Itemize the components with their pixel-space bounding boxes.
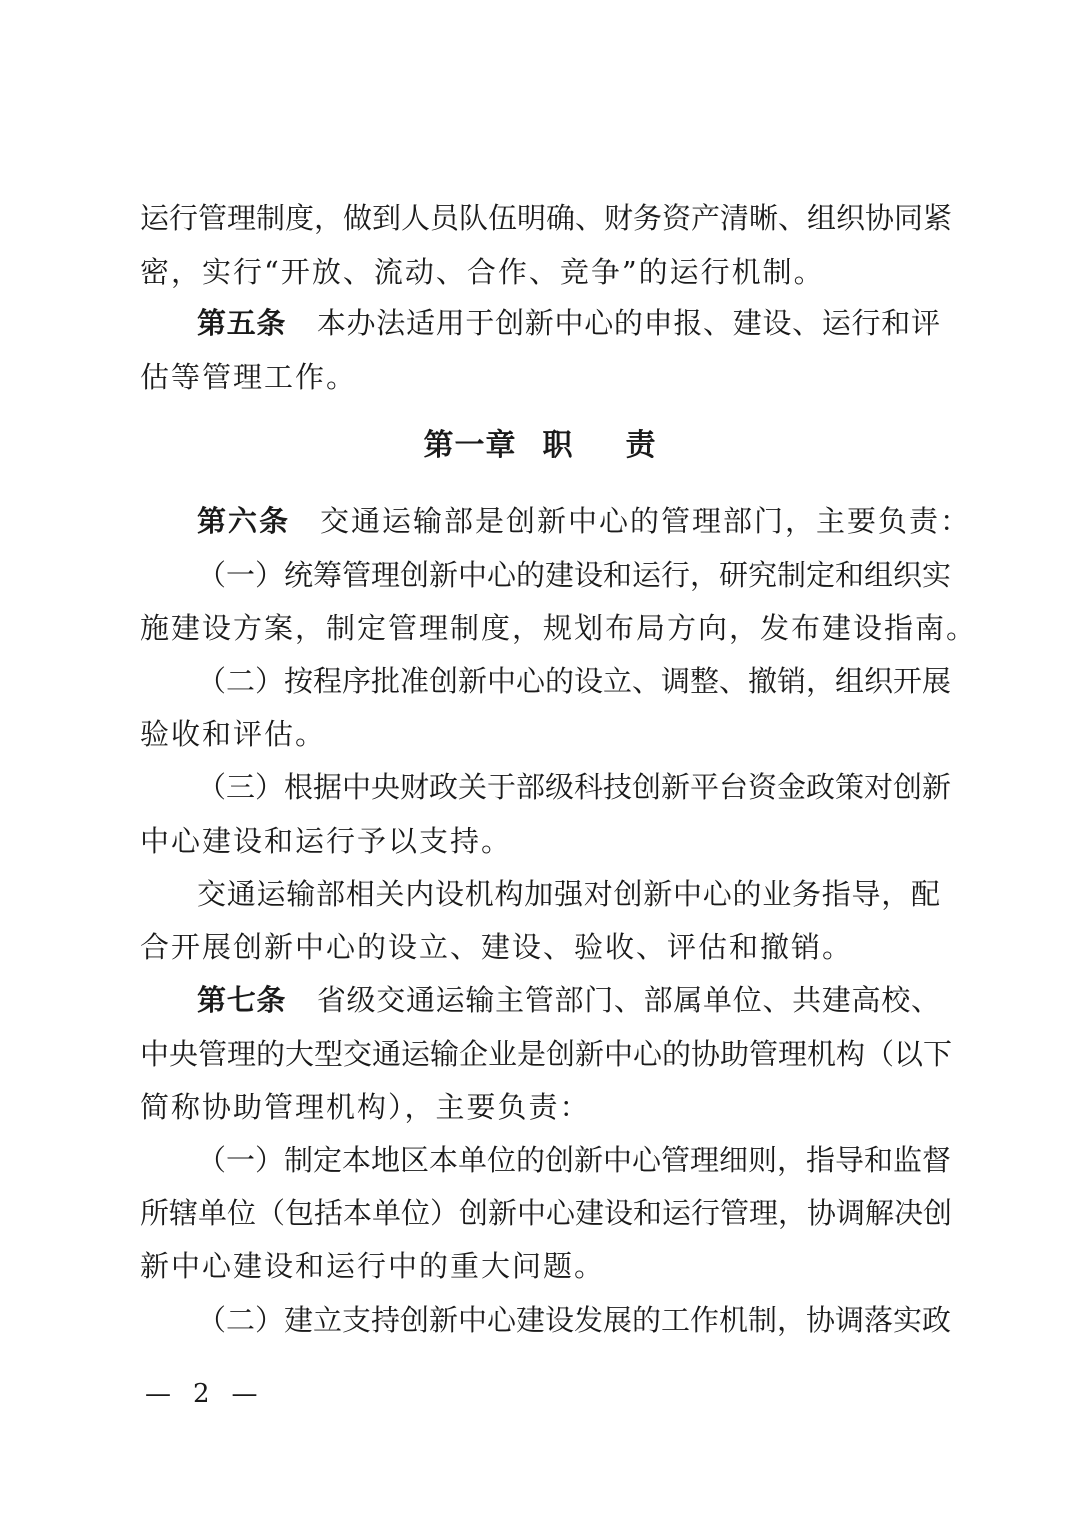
text-line: 合开展创新中心的设立、建设、验收、评估和撤销。 xyxy=(140,930,854,964)
text-line: 验收和评估。 xyxy=(140,717,327,751)
text-line: 施建设方案，制定管理制度，规划布局方向，发布建设指南。 xyxy=(140,611,978,645)
chapter-title-part1: 职 xyxy=(542,428,574,463)
page-number-footer xyxy=(145,1376,258,1412)
text-line: 中心建设和运行予以支持。 xyxy=(140,824,513,858)
footer-dash-right: — xyxy=(231,1379,258,1409)
text-line: （二）按程序批准创新中心的设立、调整、撤销，组织开展 xyxy=(197,664,952,698)
chapter-number: 第一章 xyxy=(423,428,517,463)
text-line: 所辖单位（包括本单位）创新中心建设和运行管理，协调解决创 xyxy=(140,1196,953,1230)
text-line: （三）根据中央财政关于部级科技创新平台资金政策对创新 xyxy=(197,770,952,804)
article-6-label: 第六条 xyxy=(197,504,291,538)
article-7-line xyxy=(197,980,940,1020)
article-5-line xyxy=(197,303,940,343)
article-7-label: 第七条 xyxy=(197,983,287,1017)
text-line: 简称协助管理机构），主要负责： xyxy=(140,1090,591,1124)
article-6-line xyxy=(197,501,972,541)
chapter-heading xyxy=(0,426,1080,466)
text-line: 估等管理工作。 xyxy=(140,360,358,394)
text-line: 运行管理制度，做到人员队伍明确、财务资产清晰、组织协同紧 xyxy=(140,201,953,235)
article-5-label: 第五条 xyxy=(197,306,287,340)
article-6-text: 交通运输部是创新中心的管理部门，主要负责： xyxy=(320,504,972,538)
text-line: 新中心建设和运行中的重大问题。 xyxy=(140,1249,606,1283)
text-line: （一）统筹管理创新中心的建设和运行，研究制定和组织实 xyxy=(197,558,952,592)
article-5-text: 本办法适用于创新中心的申报、建设、运行和评 xyxy=(316,306,940,340)
footer-dash-left: — xyxy=(145,1379,171,1409)
text-line: 密，实行“开放、流动、合作、竞争”的运行机制。 xyxy=(140,255,825,289)
text-line: （二）建立支持创新中心建设发展的工作机制，协调落实政 xyxy=(197,1303,952,1337)
text-line: 中央管理的大型交通运输企业是创新中心的协助管理机构（以下 xyxy=(140,1037,953,1071)
article-7-text: 省级交通运输主管部门、部属单位、共建高校、 xyxy=(316,983,940,1017)
chapter-title-part2: 责 xyxy=(625,428,657,463)
text-line: 交通运输部相关内设机构加强对创新中心的业务指导，配 xyxy=(197,877,940,911)
text-line: （一）制定本地区本单位的创新中心管理细则，指导和监督 xyxy=(197,1143,952,1177)
page-number: 2 xyxy=(193,1379,210,1409)
